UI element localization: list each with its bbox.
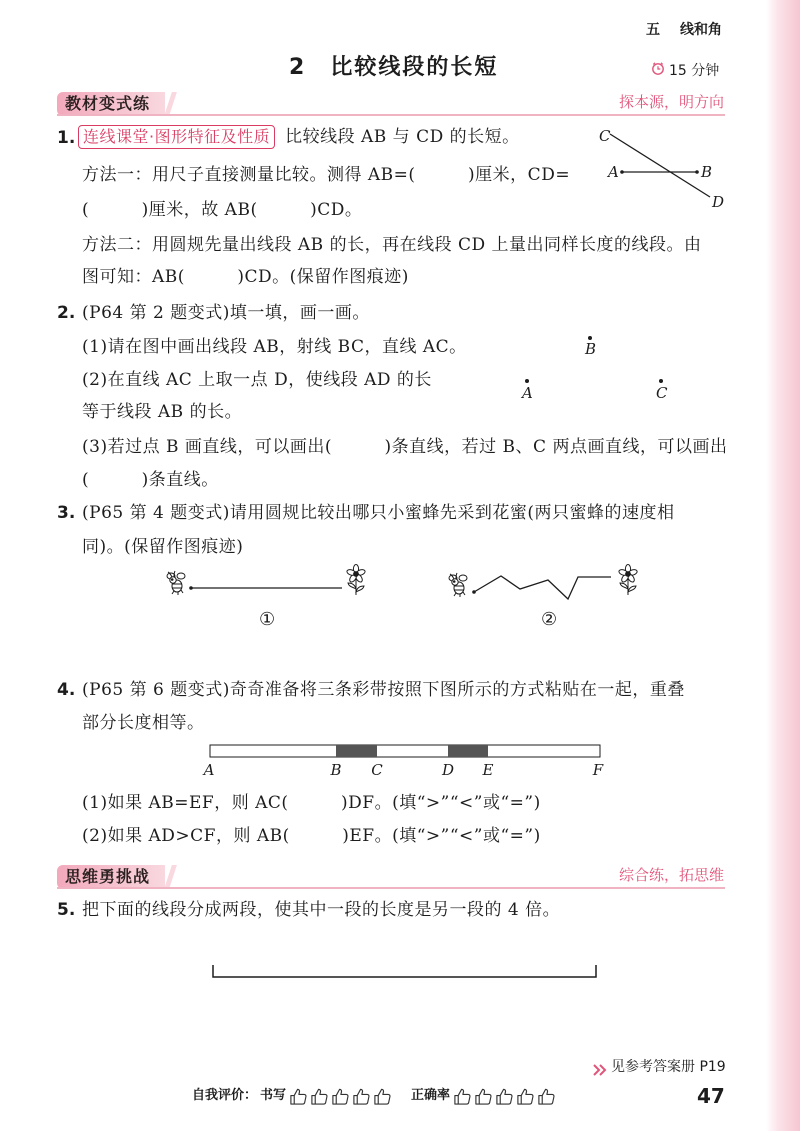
chapter-heading: [646, 21, 722, 39]
label-b: B: [585, 340, 597, 358]
section-label-challenge: 思维勇挑战: [65, 867, 151, 886]
point-b: [695, 170, 699, 174]
label-d: D: [712, 193, 725, 211]
q2-line: ( )条直线。: [82, 470, 219, 490]
q2-line: (1)请在图中画出线段 AB，射线 BC，直线 AC。: [82, 337, 467, 357]
accuracy-rating: [453, 1087, 556, 1106]
label-a: A: [522, 384, 533, 402]
q3-figure-1: [160, 563, 380, 608]
thumbs-up-icon: [331, 1087, 350, 1106]
q1-line: ( )厘米，故 AB( )CD。: [82, 200, 363, 220]
segment-cd: [610, 134, 713, 197]
label-a: A: [608, 163, 619, 181]
thumbs-up-icon: [516, 1087, 535, 1106]
q2-line: (3)若过点 B 画直线，可以画出( )条直线，若过 B、C 两点画直线，可以画出: [82, 437, 728, 457]
time-limit: [651, 61, 719, 80]
overlap-de: [448, 745, 488, 757]
section-label-cut: [164, 865, 177, 889]
q2-number: 2.: [57, 303, 76, 323]
lesson-number: 2: [289, 55, 307, 80]
thumbs-up-icon: [537, 1087, 556, 1106]
point-c: [659, 379, 663, 383]
thumbs-up-icon: [352, 1087, 371, 1106]
q4-line: 部分长度相等。: [82, 713, 205, 733]
label-c: C: [371, 761, 383, 779]
label-c: C: [656, 384, 668, 402]
lesson-title-text: 比较线段的长短: [330, 55, 499, 80]
thumbs-up-icon: [453, 1087, 472, 1106]
q3-figure-2-label: ②: [541, 609, 558, 630]
q4-subquestion: (1)如果 AB=EF，则 AC( )DF。(填“>”“<”或“=”): [82, 793, 541, 813]
q1-heading: [78, 125, 520, 149]
q3-figure-1-label: ①: [259, 609, 276, 630]
flower-icon: [618, 565, 638, 596]
lesson-title: [289, 54, 498, 82]
q4-subquestion: (2)如果 AD>CF，则 AB( )EF。(填“>”“<”或“=”): [82, 826, 541, 846]
flower-icon: [346, 565, 366, 596]
q4-ribbon-figure: [200, 738, 610, 780]
section-slogan-challenge: 综合练，拓思维: [618, 866, 724, 884]
time-limit-text: 15 分钟: [669, 62, 720, 79]
q1-prompt: 比较线段 AB 与 CD 的长短。: [285, 127, 520, 147]
thumbs-up-icon: [373, 1087, 392, 1106]
q3-line: 同)。(保留作图痕迹): [82, 537, 244, 557]
q5-number: 5.: [57, 900, 76, 920]
section-divider-practice: [57, 114, 725, 116]
zigzag-path: [474, 576, 611, 599]
q5-prompt: 把下面的线段分成两段，使其中一段的长度是另一段的 4 倍。: [82, 900, 561, 920]
point-a: [525, 379, 529, 383]
section-divider-challenge: [57, 887, 725, 889]
q2-line: 等于线段 AB 的长。: [82, 402, 243, 422]
thumbs-up-icon: [495, 1087, 514, 1106]
double-chevron-right-icon: [593, 1061, 607, 1080]
q3-line: (P65 第 4 题变式)请用圆规比较出哪只小蜜蜂先采到花蜜(两只蜜蜂的速度相: [82, 503, 675, 523]
q2-prompt: (P64 第 2 题变式)填一填，画一画。: [82, 303, 370, 323]
clock-icon: [651, 61, 665, 80]
ribbon-strip: [210, 745, 600, 757]
q4-line: (P65 第 6 题变式)奇奇准备将三条彩带按照下图所示的方式粘贴在一起，重叠: [82, 680, 685, 700]
q2-line: (2)在直线 AC 上取一点 D，使线段 AD 的长: [82, 370, 432, 390]
q1-line: 方法二：用圆规先量出线段 AB 的长，再在线段 CD 上量出同样长度的线段。由: [82, 235, 702, 255]
label-c: C: [599, 127, 611, 145]
thumbs-up-icon: [474, 1087, 493, 1106]
page-number: 47: [697, 1084, 725, 1108]
point-a: [620, 170, 624, 174]
q3-number: 3.: [57, 503, 76, 523]
q1-line: 图可知：AB( )CD。(保留作图痕迹): [82, 267, 409, 287]
label-e: E: [482, 761, 494, 779]
section-header-challenge: [57, 865, 165, 889]
q1-line: 方法一：用尺子直接测量比较。测得 AB=( )厘米，CD=: [82, 165, 571, 185]
bee-icon: [449, 573, 467, 597]
q4-number: 4.: [57, 680, 76, 700]
thumbs-up-icon: [310, 1087, 329, 1106]
section-label-practice: 教材变式练: [65, 94, 151, 113]
writing-rating: [289, 1087, 392, 1106]
section-header-practice: [57, 92, 165, 116]
thumbs-up-icon: [289, 1087, 308, 1106]
accuracy-label: 正确率: [411, 1088, 451, 1103]
label-b: B: [330, 761, 342, 779]
page-edge-strip: [766, 0, 800, 1131]
label-b: B: [701, 163, 713, 181]
self-eval-label: 自我评价：: [192, 1088, 258, 1103]
segment-to-divide: [213, 965, 596, 977]
q3-figure-2: [440, 563, 650, 608]
label-d: D: [441, 761, 455, 779]
q1-number: 1.: [57, 128, 76, 148]
section-label-cut: [164, 92, 177, 116]
section-slogan-practice: 探本源，明方向: [618, 93, 724, 111]
answer-reference: 见参考答案册 P19: [611, 1059, 726, 1075]
chapter-title: 线和角: [680, 22, 722, 38]
bee-icon: [167, 571, 185, 595]
writing-label: 书写: [260, 1088, 287, 1103]
q2-figure: [510, 330, 680, 410]
q1-tag: 连线课堂·图形特征及性质: [78, 125, 275, 149]
label-a: A: [203, 761, 215, 779]
q5-segment-figure: [205, 958, 605, 984]
label-f: F: [592, 761, 604, 779]
chapter-number: 五: [646, 22, 660, 38]
q1-figure: [595, 125, 730, 215]
self-evaluation: [192, 1086, 572, 1106]
overlap-bc: [336, 745, 377, 757]
